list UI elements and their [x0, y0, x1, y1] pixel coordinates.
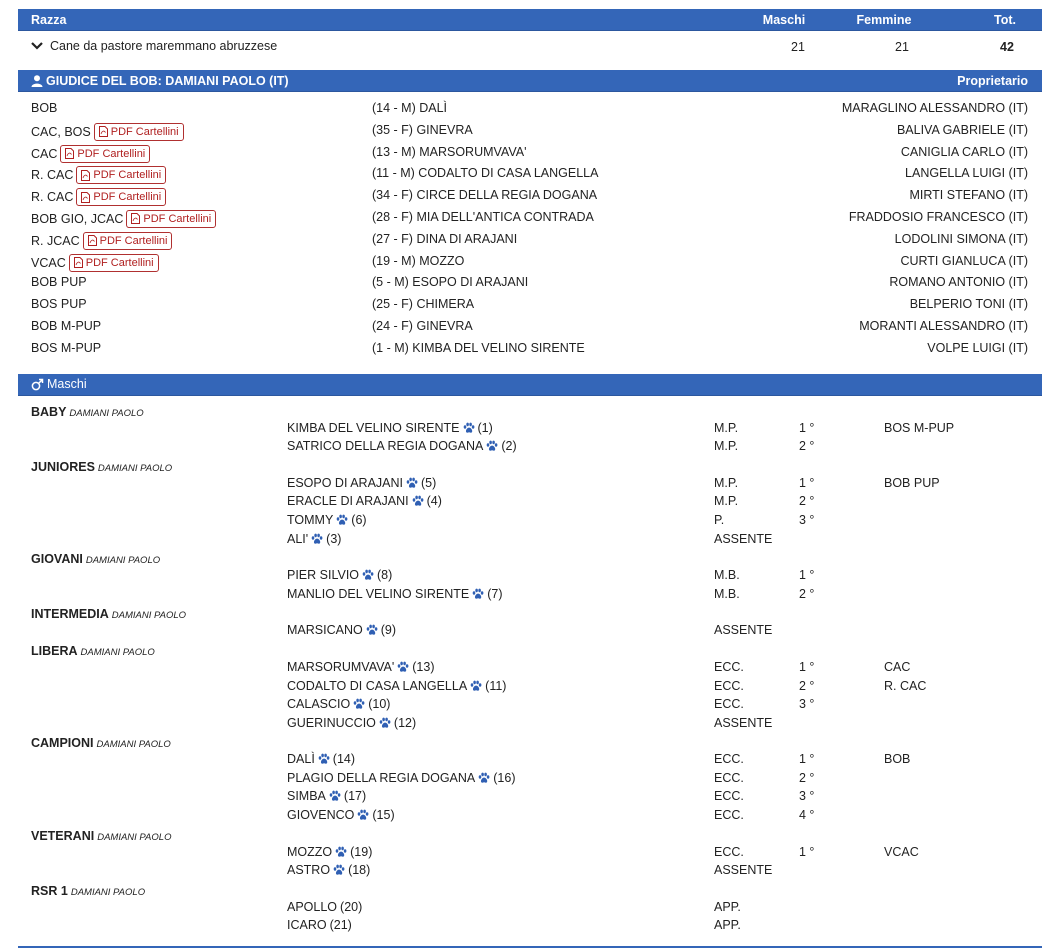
catalog-number: (17): [343, 789, 367, 804]
dog-owner: LANGELLA LUIGI (IT): [905, 166, 1028, 181]
dog-entry: [287, 623, 396, 637]
placement: 2 °: [799, 586, 815, 601]
dog-name[interactable]: SATRICO DELLA REGIA DOGANA: [287, 439, 484, 454]
pdf-cartellini-button[interactable]: [126, 210, 216, 228]
bob-award-row: [18, 316, 1042, 338]
bob-award-row: [18, 185, 1042, 207]
catalog-number: (5): [421, 475, 437, 490]
paw-icon[interactable]: [412, 495, 424, 507]
dog-entry: [287, 752, 355, 766]
dog-row: [18, 862, 1042, 881]
catalog-number: (1): [477, 420, 493, 435]
dog-name[interactable]: MARSORUMVAVA': [287, 659, 395, 674]
dog-name[interactable]: GIOVENCO: [287, 808, 355, 823]
catalog-number: (19): [350, 844, 373, 859]
class-judge: DAMIANI PAOLO: [97, 462, 173, 474]
dog-entry: [287, 771, 516, 785]
class-judge: DAMIANI PAOLO: [69, 407, 144, 419]
dog-owner: CANIGLIA CARLO (IT): [900, 144, 1028, 159]
dog-row: [18, 531, 1042, 550]
award-cell: [31, 210, 216, 228]
paw-icon[interactable]: [486, 440, 498, 452]
dog-name[interactable]: ICARO: [287, 918, 327, 933]
pdf-cartellini-button[interactable]: [83, 232, 173, 250]
bob-award-row: [18, 294, 1042, 316]
award-cell: [31, 297, 87, 311]
award-cell: [31, 145, 150, 163]
dog-name[interactable]: ASTRO: [287, 863, 331, 878]
class-award: R. CAC: [884, 678, 927, 693]
qualification: ECC.: [714, 678, 744, 693]
placement: 3 °: [799, 789, 815, 804]
bob-award-row: [18, 251, 1042, 273]
dog-owner: VOLPE LUIGI (IT): [927, 340, 1028, 355]
dog-owner: MORANTI ALESSANDRO (IT): [859, 318, 1028, 333]
qualification: ASSENTE: [714, 623, 773, 638]
awarded-dog[interactable]: (14 - M) DALÌ: [372, 101, 448, 115]
bob-judge-header: [18, 70, 1042, 92]
paw-icon[interactable]: [318, 753, 330, 765]
catalog-number: (13): [412, 659, 435, 674]
dog-entry: [287, 697, 390, 711]
placement: 4 °: [799, 808, 815, 823]
qualification: ECC.: [714, 659, 744, 674]
class-name: GIOVANI DAMIANI PAOLO: [31, 552, 161, 567]
paw-icon[interactable]: [357, 809, 369, 821]
class-group: [18, 604, 1042, 641]
file-pdf-icon: [81, 170, 90, 181]
paw-icon[interactable]: [366, 624, 378, 636]
dog-owner: ROMANO ANTONIO (IT): [889, 275, 1028, 290]
dog-name[interactable]: PIER SILVIO: [287, 568, 360, 583]
males-title: Maschi: [47, 377, 87, 392]
dog-entry: [287, 568, 392, 582]
dog-row: [18, 438, 1042, 457]
male-symbol-icon: [31, 378, 44, 391]
placement: 1 °: [799, 568, 815, 583]
qualification: APP.: [714, 899, 741, 914]
award-title: R. CAC: [31, 168, 74, 183]
awarded-dog[interactable]: (35 - F) GINEVRA: [372, 122, 473, 137]
award-cell: [31, 166, 166, 184]
dog-row: [18, 751, 1042, 770]
breed-row[interactable]: [18, 31, 1042, 61]
dog-row: [18, 678, 1042, 697]
qualification: ECC.: [714, 808, 744, 823]
dog-name[interactable]: SIMBA: [287, 789, 326, 804]
dog-owner: FRADDOSIO FRANCESCO (IT): [848, 209, 1028, 224]
dog-name[interactable]: TOMMY: [287, 512, 334, 527]
dog-entry: [287, 900, 362, 914]
dog-row: [18, 899, 1042, 918]
awarded-dog[interactable]: (1 - M) KIMBA DEL VELINO SIRENTE: [372, 340, 585, 355]
dog-name[interactable]: MOZZO: [287, 844, 333, 859]
class-judge: DAMIANI PAOLO: [70, 886, 146, 898]
dog-owner: CURTI GIANLUCA (IT): [900, 253, 1028, 268]
placement: 2 °: [799, 494, 815, 509]
class-group: [18, 881, 1042, 936]
dog-owner: BALIVA GABRIELE (IT): [896, 122, 1028, 137]
dog-row: [18, 567, 1042, 586]
dog-name[interactable]: GUERINUCCIO: [287, 715, 376, 730]
paw-icon[interactable]: [478, 772, 490, 784]
dog-row: [18, 807, 1042, 826]
catalog-number: (14): [332, 752, 356, 767]
class-award: BOS M-PUP: [884, 420, 955, 435]
dog-name[interactable]: KIMBA DEL VELINO SIRENTE: [287, 420, 460, 435]
dog-row: [18, 844, 1042, 863]
file-pdf-icon: [74, 257, 83, 268]
paw-icon[interactable]: [472, 588, 484, 600]
qualification: M.B.: [714, 586, 740, 601]
qualification: ASSENTE: [714, 531, 773, 546]
bob-award-row: [18, 207, 1042, 229]
dog-entry: [287, 808, 395, 822]
class-judge: DAMIANI PAOLO: [96, 739, 171, 751]
award-cell: [31, 232, 172, 250]
dog-row: [18, 493, 1042, 512]
bob-judge-section: [18, 70, 1042, 367]
paw-icon[interactable]: [406, 477, 418, 489]
awarded-dog[interactable]: (34 - F) CIRCE DELLA REGIA DOGANA: [372, 188, 598, 203]
qualification: M.P.: [714, 475, 739, 490]
class-header: [18, 733, 1042, 751]
file-pdf-icon: [131, 213, 140, 224]
breed-females-count: 21: [895, 40, 909, 54]
dog-row: [18, 659, 1042, 678]
bob-award-row: [18, 142, 1042, 164]
qualification: ECC.: [714, 844, 744, 859]
breed-name: Cane da pastore maremmano abruzzese: [50, 39, 278, 53]
dog-row: [18, 917, 1042, 936]
qualification: M.P.: [714, 494, 739, 509]
breed-column-header: Razza: [31, 12, 67, 27]
award-title: VCAC: [31, 255, 66, 270]
award-title: BOB M-PUP: [31, 318, 102, 333]
dog-name[interactable]: MANLIO DEL VELINO SIRENTE: [287, 586, 470, 601]
class-name: RSR 1 DAMIANI PAOLO: [31, 883, 146, 898]
award-title: CAC, BOS: [31, 124, 91, 139]
pdf-cartellini-label: PDF Cartellini: [93, 191, 162, 204]
awarded-dog[interactable]: (24 - F) GINEVRA: [372, 318, 473, 333]
dog-entry: [287, 439, 517, 453]
awarded-dog[interactable]: (27 - F) DINA DI ARAJANI: [372, 231, 518, 246]
paw-icon[interactable]: [362, 569, 374, 581]
pdf-cartellini-label: PDF Cartellini: [93, 169, 162, 182]
class-header: [18, 604, 1042, 622]
dog-owner: MARAGLINO ALESSANDRO (IT): [841, 101, 1028, 115]
dog-name[interactable]: CALASCIO: [287, 697, 351, 712]
award-cell: [31, 319, 101, 333]
catalog-number: (12): [393, 715, 417, 730]
pdf-cartellini-button[interactable]: [76, 166, 166, 184]
class-header: [18, 881, 1042, 899]
awarded-dog[interactable]: (25 - F) CHIMERA: [372, 297, 475, 312]
dog-entry: [287, 660, 435, 674]
dog-owner: LODOLINI SIMONA (IT): [894, 231, 1028, 246]
catalog-number: (16): [493, 770, 516, 785]
dog-name[interactable]: ERACLE DI ARAJANI: [287, 494, 409, 509]
class-group: [18, 402, 1042, 457]
catalog-number: (8): [377, 568, 393, 583]
award-title: BOB PUP: [31, 275, 87, 290]
class-judge: DAMIANI PAOLO: [80, 646, 155, 658]
class-judge: DAMIANI PAOLO: [85, 555, 161, 567]
qualification: P.: [714, 512, 725, 527]
bob-award-row: [18, 338, 1042, 360]
catalog-number: (21): [329, 918, 352, 933]
paw-icon[interactable]: [335, 846, 347, 858]
pdf-cartellini-label: PDF Cartellini: [143, 212, 212, 225]
award-cell: [31, 101, 57, 115]
dog-name[interactable]: CODALTO DI CASA LANGELLA: [287, 678, 468, 693]
dog-row: [18, 475, 1042, 494]
class-name: JUNIORES DAMIANI PAOLO: [31, 459, 173, 474]
class-name: CAMPIONI DAMIANI PAOLO: [31, 736, 171, 751]
dog-row: [18, 715, 1042, 734]
award-title: BOS PUP: [31, 297, 87, 312]
dog-name[interactable]: APOLLO: [287, 899, 338, 914]
paw-icon[interactable]: [329, 790, 341, 802]
placement: 1 °: [799, 844, 815, 859]
catalog-number: (18): [348, 863, 371, 878]
award-title: R. CAC: [31, 190, 74, 205]
qualification: M.P.: [714, 439, 739, 454]
class-judge: DAMIANI PAOLO: [111, 610, 187, 622]
placement: 3 °: [799, 512, 815, 527]
catalog-number: (15): [372, 808, 395, 823]
bob-award-row: [18, 272, 1042, 294]
dog-owner: BELPERIO TONI (IT): [909, 297, 1028, 312]
total-column-header: Tot.: [994, 13, 1016, 27]
breed-summary: [18, 9, 1042, 61]
paw-icon[interactable]: [333, 864, 345, 876]
dog-row: [18, 586, 1042, 605]
dog-row: [18, 512, 1042, 531]
paw-icon[interactable]: [379, 717, 391, 729]
placement: 2 °: [799, 770, 815, 785]
males-classes-list: [18, 396, 1042, 936]
males-header: [18, 374, 1042, 396]
bob-award-row: [18, 98, 1042, 120]
class-header: [18, 402, 1042, 420]
dog-row: [18, 696, 1042, 715]
dog-name[interactable]: DALÌ: [287, 752, 315, 767]
placement: 1 °: [799, 420, 815, 435]
class-award: CAC: [884, 659, 911, 674]
catalog-number: (9): [380, 623, 396, 638]
dog-entry: [287, 863, 370, 877]
file-pdf-icon: [99, 126, 108, 137]
breed-summary-header: [18, 9, 1042, 31]
award-title: BOB GIO, JCAC: [31, 211, 124, 226]
pdf-cartellini-button[interactable]: [94, 123, 184, 141]
placement: 1 °: [799, 475, 815, 490]
class-name: LIBERA DAMIANI PAOLO: [31, 643, 155, 658]
class-name: INTERMEDIA DAMIANI PAOLO: [31, 607, 187, 622]
pdf-cartellini-label: PDF Cartellini: [77, 147, 146, 160]
award-title: BOB: [31, 101, 58, 115]
pdf-cartellini-button[interactable]: [76, 188, 166, 206]
award-title: R. JCAC: [31, 233, 80, 248]
placement: 1 °: [799, 752, 815, 767]
placement: 3 °: [799, 697, 815, 712]
bob-awards-list: [18, 92, 1042, 367]
class-header: [18, 826, 1042, 844]
dog-owner: MIRTI STEFANO (IT): [909, 188, 1028, 203]
catalog-number: (6): [351, 512, 367, 527]
dog-entry: [287, 421, 493, 435]
bob-judge-title: GIUDICE DEL BOB: DAMIANI PAOLO (IT): [46, 73, 289, 88]
breed-total-count: 42: [1000, 40, 1014, 54]
paw-icon[interactable]: [311, 533, 323, 545]
pdf-cartellini-label: PDF Cartellini: [99, 234, 168, 247]
placement: 1 °: [799, 659, 815, 674]
pdf-cartellini-label: PDF Cartellini: [85, 256, 154, 269]
bob-award-row: [18, 163, 1042, 185]
chevron-down-icon[interactable]: [31, 41, 43, 51]
class-award: BOB: [884, 752, 911, 767]
dog-entry: [287, 918, 352, 932]
catalog-number: (4): [426, 494, 442, 509]
class-group: [18, 457, 1042, 549]
pdf-cartellini-button[interactable]: [60, 145, 150, 163]
catalog-number: (11): [485, 678, 507, 693]
males-section: [18, 374, 1042, 936]
class-header: [18, 457, 1042, 475]
females-column-header: Femmine: [856, 13, 912, 27]
dog-row: [18, 788, 1042, 807]
class-award: BOB PUP: [884, 475, 940, 490]
qualification: M.B.: [714, 568, 740, 583]
dog-name[interactable]: MARSICANO: [287, 623, 363, 638]
class-group: [18, 641, 1042, 733]
catalog-number: (7): [487, 586, 503, 601]
paw-icon[interactable]: [336, 514, 348, 526]
award-cell: [31, 188, 166, 206]
class-award: VCAC: [884, 844, 919, 859]
awarded-dog[interactable]: (5 - M) ESOPO DI ARAJANI: [372, 275, 529, 290]
dog-entry: [287, 513, 367, 527]
bottom-divider: [18, 946, 1042, 948]
class-group: [18, 826, 1042, 881]
awarded-dog[interactable]: (13 - M) MARSORUMVAVA': [372, 144, 527, 159]
award-cell: [31, 254, 159, 272]
males-column-header: Maschi: [762, 13, 806, 27]
dog-row: [18, 622, 1042, 641]
user-icon: [31, 75, 43, 87]
award-cell: [31, 123, 184, 141]
award-title: CAC: [31, 146, 58, 161]
dog-entry: [287, 476, 436, 490]
award-cell: [31, 341, 101, 355]
qualification: ASSENTE: [714, 715, 773, 730]
qualification: ECC.: [714, 789, 744, 804]
dog-entry: [287, 494, 442, 508]
class-group: [18, 549, 1042, 604]
qualification: ECC.: [714, 752, 744, 767]
bob-award-row: [18, 229, 1042, 251]
paw-icon[interactable]: [353, 698, 365, 710]
file-pdf-icon: [88, 235, 97, 246]
file-pdf-icon: [65, 148, 74, 159]
qualification: APP.: [714, 918, 741, 933]
award-cell: [31, 275, 87, 289]
dog-entry: [287, 716, 416, 730]
placement: 2 °: [799, 678, 815, 693]
dog-entry: [287, 845, 372, 859]
class-judge: DAMIANI PAOLO: [97, 831, 172, 843]
class-header: [18, 641, 1042, 659]
awarded-dog[interactable]: (11 - M) CODALTO DI CASA LANGELLA: [372, 166, 599, 181]
dog-name[interactable]: ALI': [287, 531, 309, 546]
file-pdf-icon: [81, 192, 90, 203]
class-header: [18, 549, 1042, 567]
dog-entry: [287, 789, 366, 803]
dog-entry: [287, 587, 503, 601]
class-name: VETERANI DAMIANI PAOLO: [31, 828, 172, 843]
dog-entry: [287, 532, 341, 546]
pdf-cartellini-label: PDF Cartellini: [110, 125, 179, 138]
qualification: ECC.: [714, 697, 744, 712]
dog-name[interactable]: ESOPO DI ARAJANI: [287, 475, 404, 490]
awarded-dog[interactable]: (19 - M) MOZZO: [372, 253, 465, 268]
qualification: M.P.: [714, 420, 739, 435]
paw-icon[interactable]: [397, 661, 409, 673]
owner-column-header: Proprietario: [957, 73, 1028, 88]
awarded-dog[interactable]: (28 - F) MIA DELL'ANTICA CONTRADA: [372, 209, 594, 224]
award-title: BOS M-PUP: [31, 340, 102, 355]
catalog-number: (3): [326, 531, 342, 546]
dog-entry: [287, 679, 506, 693]
pdf-cartellini-button[interactable]: [69, 254, 159, 272]
catalog-number: (2): [501, 439, 517, 454]
class-group: [18, 733, 1042, 825]
catalog-number: (10): [368, 697, 391, 712]
paw-icon[interactable]: [463, 422, 475, 434]
bob-award-row: [18, 120, 1042, 142]
dog-row: [18, 770, 1042, 789]
catalog-number: (20): [340, 899, 363, 914]
breed-males-count: 21: [791, 40, 805, 54]
dog-row: [18, 420, 1042, 439]
qualification: ASSENTE: [714, 863, 773, 878]
class-name: BABY DAMIANI PAOLO: [31, 404, 144, 419]
qualification: ECC.: [714, 770, 744, 785]
dog-name[interactable]: PLAGIO DELLA REGIA DOGANA: [287, 770, 476, 785]
paw-icon[interactable]: [470, 680, 482, 692]
placement: 2 °: [799, 439, 815, 454]
